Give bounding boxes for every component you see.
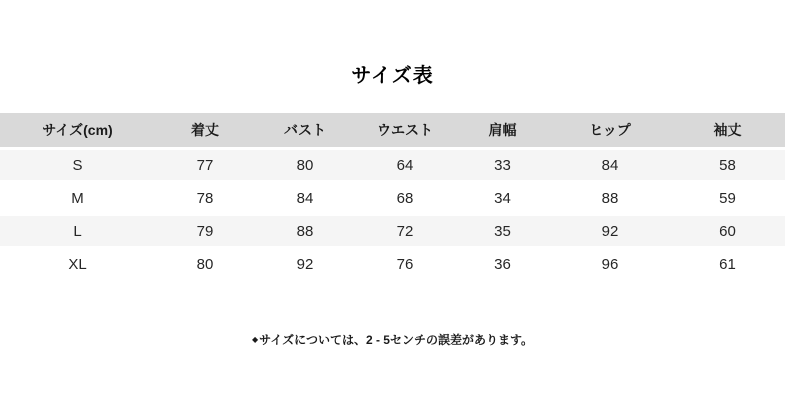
table-cell: 92 [550,215,670,248]
table-cell: 88 [550,182,670,215]
table-cell: 84 [550,149,670,182]
column-header-hip: ヒップ [550,113,670,149]
table-cell: 59 [670,182,785,215]
table-cell: 76 [355,248,455,281]
size-label-cell: S [0,149,155,182]
table-cell: 35 [455,215,550,248]
table-row-l [0,215,785,248]
column-header-size: サイズ(cm) [0,113,155,149]
table-cell: 36 [455,248,550,281]
table-cell: 84 [255,182,355,215]
table-cell: 60 [670,215,785,248]
table-cell: 72 [355,215,455,248]
column-header-waist: ウエスト [355,113,455,149]
size-label-cell: L [0,215,155,248]
table-cell: 64 [355,149,455,182]
page-title: サイズ表 [351,65,434,87]
table-cell: 80 [255,149,355,182]
column-header-sleeve: 袖丈 [670,113,785,149]
table-cell: 61 [670,248,785,281]
table-row-s [0,149,785,182]
table-cell: 79 [155,215,255,248]
table-row-xl [0,248,785,281]
table-cell: 33 [455,149,550,182]
diamond-bullet-icon: ◆ [251,335,259,344]
size-label-cell: M [0,182,155,215]
table-cell: 96 [550,248,670,281]
table-cell: 34 [455,182,550,215]
size-note-text: サイズについては、2 - 5センチの誤差があります。 [259,333,533,347]
column-header-shoulder: 肩幅 [455,113,550,149]
table-cell: 77 [155,149,255,182]
size-note [0,332,785,348]
table-cell: 88 [255,215,355,248]
table-row-m [0,182,785,215]
table-cell: 80 [155,248,255,281]
column-header-bust: バスト [255,113,355,149]
table-cell: 58 [670,149,785,182]
table-cell: 78 [155,182,255,215]
table-cell: 68 [355,182,455,215]
size-label-cell: XL [0,248,155,281]
table-cell: 92 [255,248,355,281]
column-header-length: 着丈 [155,113,255,149]
table-header-row [0,113,785,149]
size-table [0,113,785,282]
